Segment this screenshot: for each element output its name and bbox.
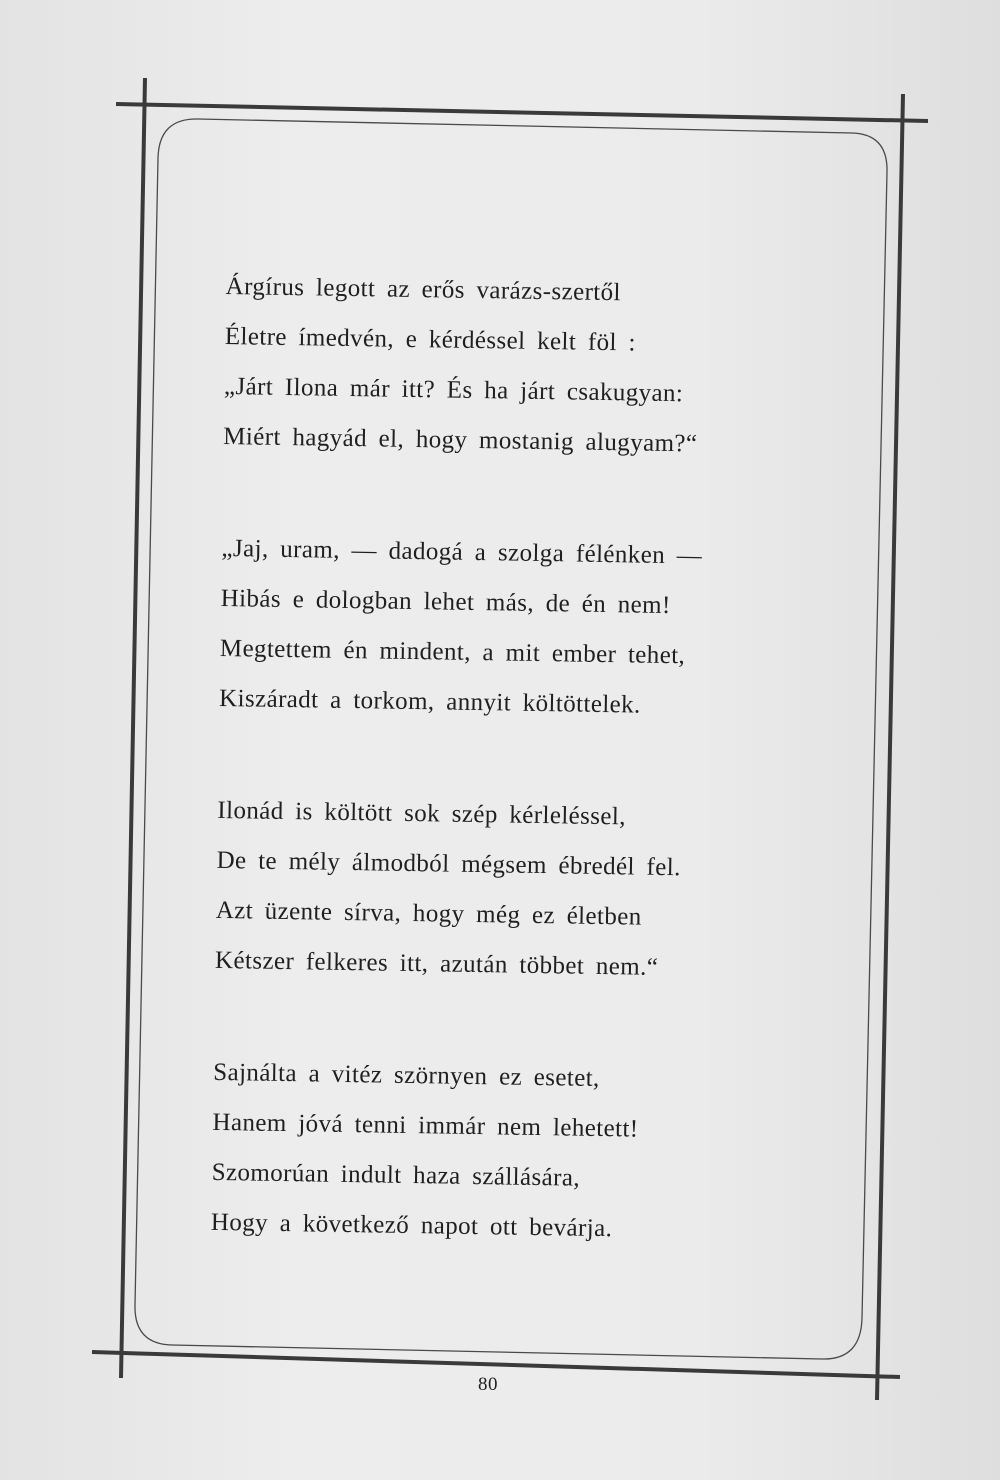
poem-line: Miért hagyád el, hogy mostanig alugyam?“: [223, 422, 698, 458]
poem-line: Hogy a következő napot ott bevárja.: [210, 1208, 613, 1243]
poem-line: Ilonád is költött sok szép kérleléssel,: [217, 796, 627, 831]
stanza-2: [219, 524, 822, 733]
stanza-1: [223, 262, 826, 471]
poem-line: „Jaj, uram, — dadogá a szolga félénken —: [221, 534, 703, 570]
poem-line: Azt üzente sírva, hogy még ez életben: [215, 896, 642, 931]
frame-top-rule: [116, 104, 928, 121]
poem-line: „Járt Ilona már itt? És ha járt csakugyan:: [223, 372, 684, 408]
poem-line: Megtettem én mindent, a mit ember tehet,: [219, 634, 686, 670]
poem-line: Életre ímedvén, e kérdéssel kelt föl :: [224, 322, 637, 357]
page-number: 80: [478, 1374, 498, 1395]
poem-line: Árgírus legott az erős varázs-szertől: [225, 272, 622, 307]
poem-line: De te mély álmodból mégsem ébredél fel.: [216, 846, 681, 882]
poem-line: Szomorúan indult haza szállására,: [211, 1158, 581, 1192]
poem: [210, 262, 826, 1319]
poem-line: Hanem jóvá tenni immár nem lehetett!: [212, 1108, 639, 1143]
frame-right-rule: [877, 94, 903, 1400]
stanza-4: [211, 1048, 814, 1257]
poem-line: Kétszer felkeres itt, azután többet nem.“: [214, 946, 659, 981]
frame-left-rule: [121, 78, 145, 1378]
stanza-3: [215, 786, 818, 995]
poem-line: Hibás e dologban lehet más, de én nem!: [220, 584, 671, 620]
poem-line: Kiszáradt a torkom, annyit költöttelek.: [218, 684, 641, 719]
poem-line: Sajnálta a vitéz szörnyen ez esetet,: [213, 1058, 600, 1092]
